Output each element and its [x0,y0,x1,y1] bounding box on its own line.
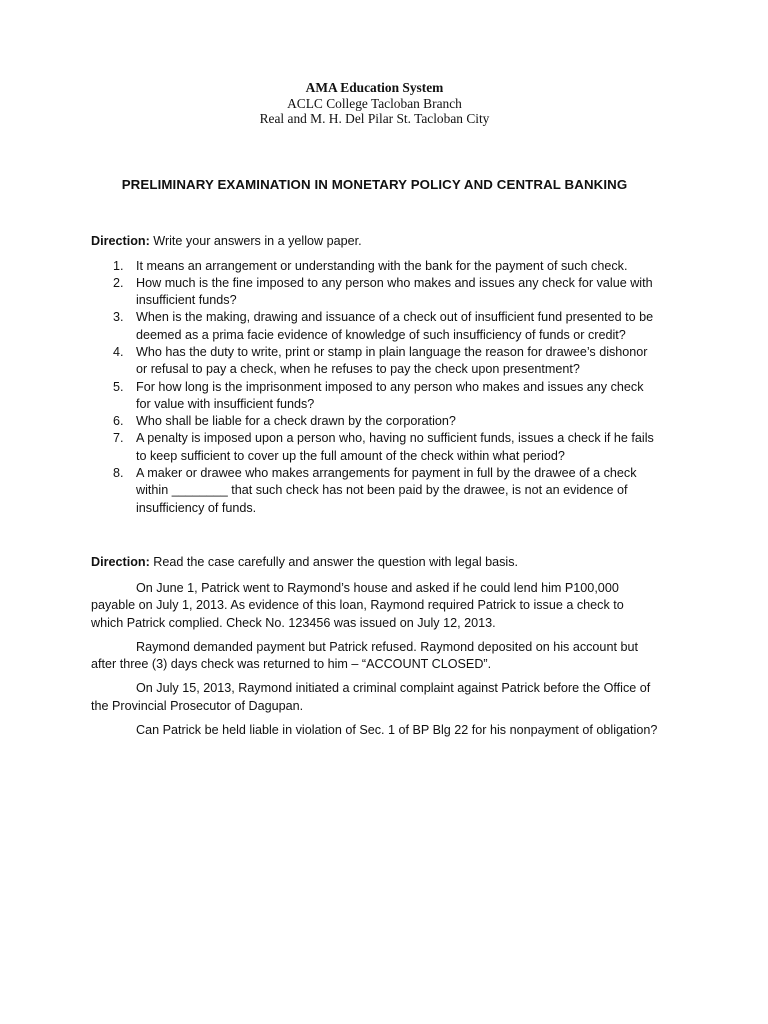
question-item [91,258,658,275]
question-number: 3. [113,310,124,325]
question-item [91,413,658,430]
question-item [91,309,658,344]
question-text: It means an arrangement or understanding with the bank for the payment of such check. [136,258,628,273]
direction-2-label: Direction: [91,554,150,569]
question-number: 5. [113,379,124,394]
question-text: For how long is the imprisonment imposed to any person who makes and issues any check for value with insufficient funds? [136,379,644,411]
exam-title: PRELIMINARY EXAMINATION IN MONETARY POLICY AND CENTRAL BANKING [121,176,628,192]
case-question: Can Patrick be held liable in violation of Sec. 1 of BP Blg 22 for his nonpayment of obligation? [136,723,658,738]
question-list [91,258,658,517]
direction-1-label: Direction: [91,233,150,248]
question-number: 2. [113,275,124,290]
case-paragraph: On June 1, Patrick went to Raymond’s house and asked if he could lend him P100,000 payable on July 1, 2013. As evidence of this loan, Raymond required Patrick to issue a check to which Patrick complied. Check No. 123456 was issued on July 12, 2013. [91,580,624,630]
direction-2-text: Read the case carefully and answer the question with legal basis. [149,554,519,569]
question-number: 1. [113,258,124,273]
direction-1 [91,233,658,250]
question-item [91,379,658,414]
question-text: When is the making, drawing and issuance of a check out of insufficient fund presented to be deemed as a prima facie evidence of knowledge of such insufficiency of funds or credit? [136,310,654,342]
case-paragraph: Raymond demanded payment but Patrick refused. Raymond deposited on his account but after three (3) days check was returned to him – “ACCOUNT CLOSED”. [91,639,638,672]
question-item [91,344,658,379]
question-text: How much is the fine imposed to any person who makes and issues any check for value with insufficient funds? [136,275,653,308]
institution-name: AMA Education System [305,80,444,95]
direction-1-text: Write your answers in a yellow paper. [149,233,362,248]
branch-name: ACLC College Tacloban Branch [287,95,462,111]
question-item [91,465,658,517]
question-number: 7. [113,431,124,446]
question-text: Who shall be liable for a check drawn by the corporation? [136,414,456,429]
question-item [91,275,658,310]
document-header [91,0,658,127]
question-item [91,430,658,465]
question-number: 4. [113,344,124,359]
question-number: 8. [113,466,124,481]
case-paragraph: On July 15, 2013, Raymond initiated a criminal complaint against Patrick before the Office of the Provincial Prosecutor of Dagupan. [91,681,651,713]
address-line: Real and M. H. Del Pilar St. Tacloban City [259,111,490,126]
question-number: 6. [113,414,124,429]
question-text: A penalty is imposed upon a person who, having no sufficient funds, issues a check if he fails to keep sufficient to cover up the full amount of the check within what period? [136,431,654,463]
direction-2 [91,554,658,571]
question-text: Who has the duty to write, print or stamp in plain language the reason for drawee’s dishonor or refusal to pay a check, when he refuses to pay the check upon presentment? [136,344,648,377]
question-text: A maker or drawee who makes arrangements for payment in full by the drawee of a check within ________ that such check has not been paid by the drawee, is not an evidence of insufficiency of funds. [136,466,637,515]
